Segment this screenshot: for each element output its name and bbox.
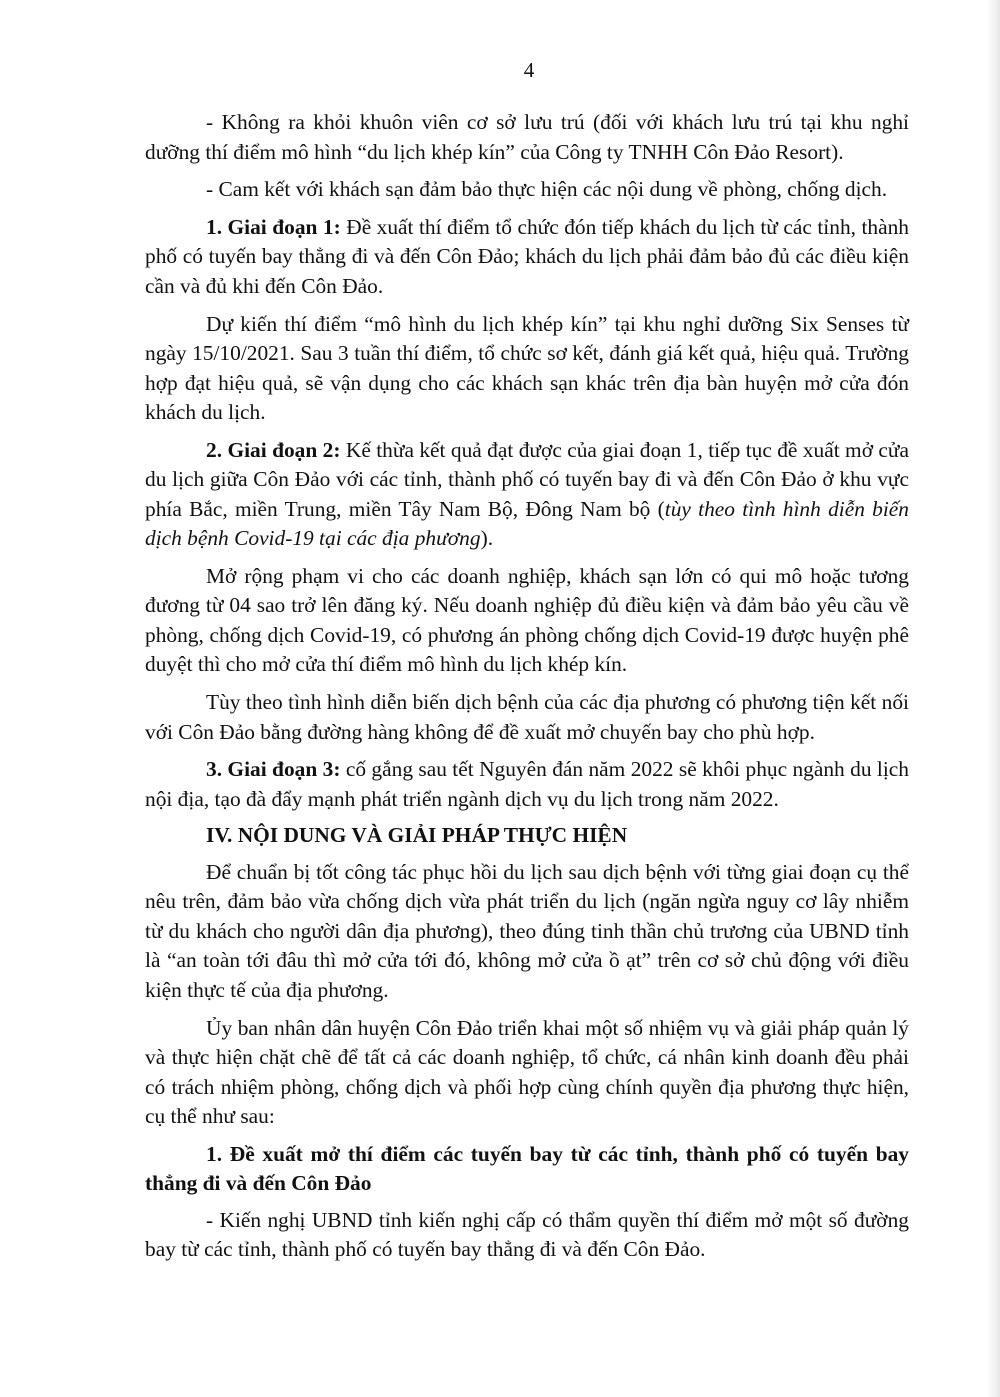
paragraph-flight-proposal: Tùy theo tình hình diễn biến dịch bệnh của các địa phương có phương tiện kết nối với Côn Đảo bằng đường hàng không để đề xuất mở chuyến bay cho phù hợp.	[145, 690, 909, 744]
paragraph-recommendation: - Kiến nghị UBND tỉnh kiến nghị cấp có thẩm quyền thí điểm mở một số đường bay từ các tỉnh, thành phố có tuyến bay thẳng đi và đến Côn Đảo.	[145, 1207, 909, 1262]
phase-1-label: 1. Giai đoạn 1:	[206, 214, 341, 239]
paragraph-phase-1	[145, 213, 909, 302]
paragraph-phase-3	[145, 755, 909, 814]
phase-3-label: 3. Giai đoạn 3:	[206, 757, 341, 782]
phase-2-text: Kế thừa kết quả đạt được của giai đoạn 1, tiếp tục đề xuất mở cửa du lịch giữa Côn Đảo với các tỉnh, thành phố có tuyến bay đi và đến Côn Đảo ở khu vực phía Bắc, miền Trung, miền Tây Nam Bộ, Đông Nam bộ (	[145, 437, 909, 521]
page-number: 4	[523, 58, 535, 82]
phase-3-text: cố gắng sau tết Nguyên đán năm 2022 sẽ khôi phục ngành du lịch nội địa, tạo đà đẩy mạnh phát triển ngành dịch vụ du lịch trong năm 2022.	[145, 757, 910, 811]
paragraph-phase-2	[145, 436, 909, 554]
paragraph-preparation: Để chuẩn bị tốt công tác phục hồi du lịch sau dịch bệnh với từng giai đoạn cụ thể nêu trên, đảm bảo vừa chống dịch vừa phát triển du lịch (ngăn ngừa nguy cơ lây nhiễm từ du khách cho người dân địa phương), theo đúng tinh thần chủ trương của UBND tỉnh là “an toàn tới đâu thì mở cửa tới đó, không mở cửa ồ ạt” trên cơ sở chủ động với điều kiện thực tế của địa phương.	[145, 859, 909, 1002]
section-heading: IV. NỘI DUNG VÀ GIẢI PHÁP THỰC HIỆN	[206, 823, 628, 848]
paragraph-expand-scope: Mở rộng phạm vi cho các doanh nghiệp, khách sạn lớn có qui mô hoặc tương đương từ 04 sao trở lên đăng ký. Nếu doanh nghiệp đủ điều kiện và đảm bảo yêu cầu về phòng, chống dịch Covid-19, có phương án phòng chống dịch Covid-19 được huyện phê duyệt thì cho mở cửa thí điểm mô hình du lịch khép kín.	[145, 563, 909, 677]
paragraph-commitment: - Cam kết với khách sạn đảm bảo thực hiện các nội dung về phòng, chống dịch.	[206, 177, 888, 202]
phase-2-italic-note: tùy theo tình hình diễn biến dịch bệnh Covid-19 tại các địa phương	[145, 496, 909, 551]
phase-1-text: Đề xuất thí điểm tổ chức đón tiếp khách du lịch từ các tỉnh, thành phố có tuyến bay thẳng đi và đến Côn Đảo; khách du lịch phải đảm bảo đủ các điều kiện cần và đủ khi đến Côn Đảo.	[145, 214, 910, 298]
page-edge-shadow	[986, 0, 1000, 1397]
paragraph-committee-tasks: Ủy ban nhân dân huyện Côn Đảo triển khai một số nhiệm vụ và giải pháp quản lý và thực hiện chặt chẽ để tất cả các doanh nghiệp, tổ chức, cá nhân kinh doanh đều phải có trách nhiệm phòng, chống dịch và phối hợp cùng chính quyền địa phương thực hiện, cụ thể như sau:	[145, 1015, 909, 1128]
subheading-flight-routes: 1. Đề xuất mở thí điểm các tuyến bay từ các tỉnh, thành phố có tuyến bay thẳng đi và đến Côn Đảo	[145, 1141, 909, 1196]
paragraph-no-leaving-premises: - Không ra khỏi khuôn viên cơ sở lưu trú (đối với khách lưu trú tại khu nghỉ dưỡng thí điểm mô hình “du lịch khép kín” của Công ty TNHH Côn Đảo Resort).	[145, 110, 909, 164]
paragraph-pilot-plan: Dự kiến thí điểm “mô hình du lịch khép kín” tại khu nghỉ dưỡng Six Senses từ ngày 15/10/2021. Sau 3 tuần thí điểm, tổ chức sơ kết, đánh giá kết quả, hiệu quả. Trường hợp đạt hiệu quả, sẽ vận dụng cho các khách sạn khác trên địa bàn huyện mở cửa đón khách du lịch.	[145, 311, 909, 425]
phase-2-end: ).	[480, 526, 494, 551]
phase-2-label: 2. Giai đoạn 2:	[206, 437, 341, 462]
document-body	[145, 108, 909, 1273]
